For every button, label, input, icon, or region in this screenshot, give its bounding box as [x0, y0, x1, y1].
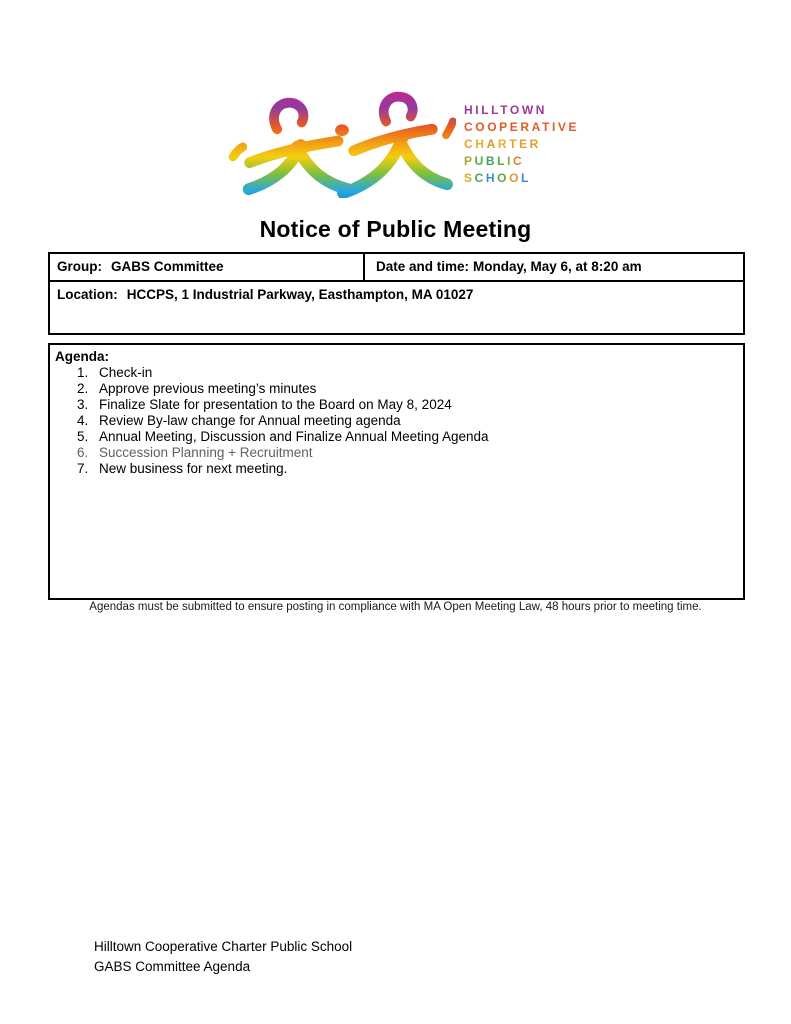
location-cell: [50, 282, 743, 302]
agenda-item: 1. Check-in: [77, 365, 153, 380]
dancing-figures-icon: [224, 90, 456, 198]
page-title: Notice of Public Meeting: [259, 216, 532, 242]
logo-line: PUBLIC: [464, 154, 525, 168]
agenda-item: 2. Approve previous meeting’s minutes: [77, 381, 317, 396]
date-time-value: Monday, May 6, at 8:20 am: [473, 259, 642, 274]
agenda-item: 6. Succession Planning + Recruitment: [77, 445, 313, 460]
logo-line: HILLTOWN: [464, 103, 548, 117]
agenda-item: 3. Finalize Slate for presentation to the Board on May 8, 2024: [77, 397, 452, 412]
group-value: GABS Committee: [111, 259, 224, 274]
school-logo: [224, 90, 579, 198]
location-label: Location:: [57, 287, 118, 302]
compliance-note: Agendas must be submitted to ensure posting in compliance with MA Open Meeting Law, 48 hours prior to meeting time.: [89, 601, 702, 613]
agenda-box: [48, 343, 745, 600]
date-time-cell: [365, 254, 743, 280]
page-footer: [94, 937, 352, 976]
meeting-info-row: [48, 252, 745, 282]
logo-line: COOPERATIVE: [464, 120, 580, 134]
location-value: HCCPS, 1 Industrial Parkway, Easthampton, MA 01027: [126, 287, 474, 302]
group-cell: [50, 254, 365, 280]
logo-line: SCHOOL: [464, 171, 531, 185]
logo-wordmark: [464, 90, 579, 187]
footer-committee-name: GABS Committee Agenda: [94, 958, 251, 974]
footer-school-name: Hilltown Cooperative Charter Public School: [94, 939, 353, 954]
agenda-item: 4. Review By-law change for Annual meeting agenda: [77, 413, 401, 428]
agenda-heading: Agenda:: [55, 349, 109, 364]
group-label: Group:: [57, 259, 102, 274]
agenda-item: 5. Annual Meeting, Discussion and Finalize Annual Meeting Agenda: [77, 429, 489, 444]
location-row: [48, 280, 745, 335]
logo-line: CHARTER: [464, 137, 541, 151]
agenda-list: [50, 365, 743, 477]
agenda-item: 7. New business for next meeting.: [77, 461, 288, 476]
date-time-label: Date and time:: [376, 259, 470, 274]
